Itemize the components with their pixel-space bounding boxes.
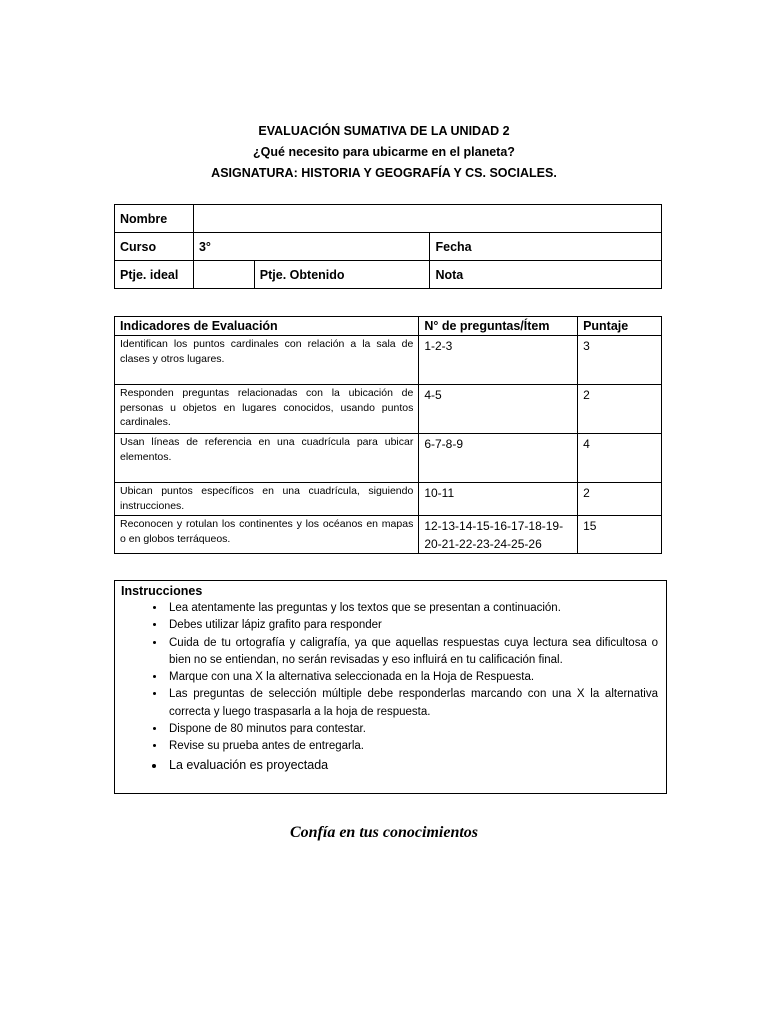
title-line-1: EVALUACIÓN SUMATIVA DE LA UNIDAD 2 bbox=[258, 124, 510, 138]
ptje-obtenido-label: Ptje. Obtenido bbox=[254, 261, 430, 289]
list-item: • Las preguntas de selección múltiple debe responderlas marcando con una X la alternativa correcta y luego traspasarla a la hoja de respuesta. bbox=[166, 686, 658, 721]
list-item: • Revise su prueba antes de entregarla. bbox=[166, 738, 658, 755]
table-row bbox=[115, 434, 662, 483]
header-preguntas: N° de preguntas/Ítem bbox=[419, 317, 578, 336]
student-info-table bbox=[114, 204, 662, 289]
student-row-ptje bbox=[115, 261, 662, 289]
indicators-table bbox=[114, 316, 662, 554]
list-item: • Marque con una X la alternativa seleccionada en la Hoja de Respuesta. bbox=[166, 669, 658, 686]
ptje-ideal-label: Ptje. ideal bbox=[115, 261, 194, 289]
list-item: • Lea atentamente las preguntas y los textos que se presentan a continuación. bbox=[166, 600, 658, 617]
list-item: • Cuida de tu ortografía y caligrafía, ya que aquellas respuestas cuya lectura sea dificultosa o bien no se entiendan, no serán revisadas y eso influirá en tu calificación final. bbox=[166, 635, 658, 670]
nombre-label: Nombre bbox=[115, 205, 194, 233]
list-item: • Debes utilizar lápiz grafito para responder bbox=[166, 617, 658, 634]
nota-label: Nota bbox=[430, 261, 662, 289]
instructions-box bbox=[114, 580, 667, 794]
header-puntaje: Puntaje bbox=[578, 317, 662, 336]
instructions-list bbox=[121, 600, 666, 775]
indicator-text: Usan líneas de referencia en una cuadrícula para ubicar elementos. bbox=[115, 434, 419, 483]
score-text: 3 bbox=[578, 336, 662, 385]
header-indicadores: Indicadores de Evaluación bbox=[115, 317, 419, 336]
list-item: • La evaluación es proyectada bbox=[166, 756, 658, 775]
table-row bbox=[115, 336, 662, 385]
score-text: 15 bbox=[578, 516, 662, 554]
indicator-text: Ubican puntos específicos en una cuadrícula, siguiendo instrucciones. bbox=[115, 483, 419, 516]
indicator-text: Responden preguntas relacionadas con la ubicación de personas u objetos en lugares conocidos, usando puntos cardinales. bbox=[115, 385, 419, 434]
score-text: 2 bbox=[578, 483, 662, 516]
score-text: 2 bbox=[578, 385, 662, 434]
fecha-label: Fecha bbox=[430, 233, 662, 261]
curso-value: 3° bbox=[193, 233, 430, 261]
indicator-text: Identifican los puntos cardinales con relación a la sala de clases y otros lugares. bbox=[115, 336, 419, 385]
items-text: 6-7-8-9 bbox=[419, 434, 578, 483]
student-row-curso bbox=[115, 233, 662, 261]
items-text: 4-5 bbox=[419, 385, 578, 434]
table-row bbox=[115, 483, 662, 516]
ptje-ideal-field[interactable] bbox=[193, 261, 254, 289]
indicators-header-row bbox=[115, 317, 662, 336]
curso-label: Curso bbox=[115, 233, 194, 261]
instructions-title: Instrucciones bbox=[121, 584, 203, 598]
table-row bbox=[115, 385, 662, 434]
nombre-field[interactable] bbox=[193, 205, 661, 233]
items-text: 10-11 bbox=[419, 483, 578, 516]
items-text: 1-2-3 bbox=[419, 336, 578, 385]
list-item: • Dispone de 80 minutos para contestar. bbox=[166, 721, 658, 738]
title-line-3: ASIGNATURA: HISTORIA Y GEOGRAFÍA Y CS. SOCIALES. bbox=[211, 166, 557, 180]
table-row bbox=[115, 516, 662, 554]
title-line-2: ¿Qué necesito para ubicarme en el planeta? bbox=[253, 145, 515, 159]
indicator-text: Reconocen y rotulan los continentes y los océanos en mapas o en globos terráqueos. bbox=[115, 516, 419, 554]
closing-message: Confía en tus conocimientos bbox=[289, 824, 479, 841]
score-text: 4 bbox=[578, 434, 662, 483]
items-text: 12-13-14-15-16-17-18-19-20-21-22-23-24-25-26 bbox=[419, 516, 578, 554]
student-row-nombre bbox=[115, 205, 662, 233]
